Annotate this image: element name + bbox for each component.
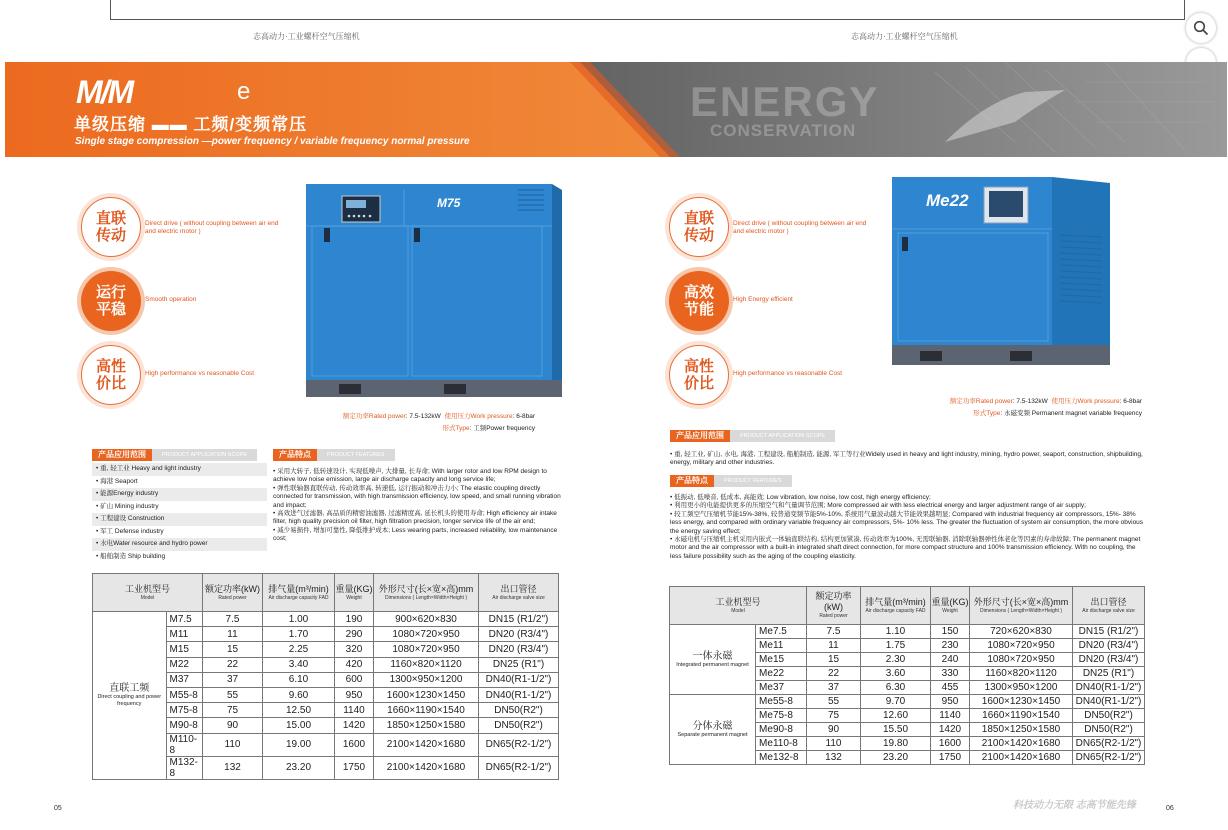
feature-paragraphs-left bbox=[273, 468, 563, 544]
cell-fad: 12.50 bbox=[263, 703, 335, 718]
cell-power: 37 bbox=[807, 681, 861, 695]
col-header-power: 额定功率(kW) Rated power bbox=[203, 574, 263, 612]
scope-heading-right bbox=[670, 430, 835, 442]
feature-badge-label: 直联 传动 bbox=[95, 210, 126, 244]
cell-dimensions: 1850×1250×1580 bbox=[374, 718, 479, 733]
caption-label: 使用压力Work pressure bbox=[1051, 398, 1120, 405]
caption-value: : 6-8bar bbox=[1119, 398, 1142, 405]
feature-paragraph: • 较工频空气压缩机节能15%-38%, 较普通变频节能5%-10%, 系统用气量波动越大节能效果越明显; Compared with industrial frequency air compressors, 15%- 38% less energy, and compared with ordinary variable frequency air compressors, 5%- 10% less. The greater the fluctuation of system air consumption, the more obvious the energy saving effect; bbox=[670, 510, 1144, 535]
col-header-fad: 排气量(m³/min) Air discharge capacity FAD bbox=[263, 574, 335, 612]
cell-outlet: DN15 (R1/2") bbox=[1073, 625, 1145, 639]
cell-outlet: DN25 (R1") bbox=[1073, 667, 1145, 681]
feature-badge-label: 运行 平稳 bbox=[95, 284, 126, 318]
feature-badge-label: 高性 价比 bbox=[95, 358, 126, 392]
cell-power: 132 bbox=[807, 751, 861, 765]
cell-weight: 190 bbox=[335, 612, 374, 627]
cell-weight: 320 bbox=[335, 642, 374, 657]
group-label: 分体永磁 Separate permanent magnet bbox=[670, 695, 756, 765]
feature-badge-smooth bbox=[81, 271, 141, 331]
cell-power: 75 bbox=[807, 709, 861, 723]
col-header-outlet: 出口管径 Air discharge valve size bbox=[1073, 587, 1145, 625]
col-header-dimensions: 外形尺寸(长×宽×高)mm Dimensions ( Length×Width×Height ) bbox=[374, 574, 479, 612]
page-number-right: 06 bbox=[1166, 805, 1174, 812]
cell-outlet: DN15 (R1/2") bbox=[479, 612, 559, 627]
cell-model: M37 bbox=[166, 672, 202, 687]
cell-outlet: DN40(R1-1/2") bbox=[1073, 681, 1145, 695]
cell-weight: 1750 bbox=[931, 751, 970, 765]
cell-fad: 1.75 bbox=[861, 639, 931, 653]
caption-value: : 7.5-132kW bbox=[1012, 398, 1048, 405]
cell-model: Me7.5 bbox=[756, 625, 807, 639]
feature-paragraph: • 高效进气过滤器, 高品质的精密油滤器, 过滤精度高, 延长机头的使用寿命; High efficiency air intake filter, high quality precision oil filter, high filtration precision, longer service life of the air end; bbox=[273, 510, 557, 526]
cell-model: Me22 bbox=[756, 667, 807, 681]
cell-outlet: DN65(R2-1/2") bbox=[479, 733, 559, 756]
heading-cn: 产品特点 bbox=[273, 449, 317, 461]
feature-text: High performance vs reasonable Cost bbox=[145, 370, 255, 377]
cell-weight: 600 bbox=[335, 672, 374, 687]
col-header-fad: 排气量(m³/min) Air discharge capacity FAD bbox=[861, 587, 931, 625]
machine-model-label: M75 bbox=[437, 196, 461, 210]
list-item: • 水电Water resource and hydro power bbox=[92, 538, 267, 551]
cell-power: 15 bbox=[807, 653, 861, 667]
list-item: • 矿山 Mining industry bbox=[92, 501, 267, 514]
heading-en: PRODUCT APPLICATION SCOPE bbox=[152, 449, 257, 461]
watermark-energy: ENERGY bbox=[690, 78, 880, 125]
scope-paragraph-right: • 重, 轻工业, 矿山, 水电, 海港, 工程建设, 船舶制造, 能源, 军工等行业Widely used in heavy and light industry, mining, hydro power, seaport, construction, shipbuilding, energy, military and other industries. bbox=[670, 451, 1143, 467]
cell-dimensions: 1080×720×950 bbox=[970, 653, 1073, 667]
cell-model: M90-8 bbox=[166, 718, 202, 733]
cell-fad: 6.30 bbox=[861, 681, 931, 695]
col-header-dimensions: 外形尺寸(长×宽×高)mm Dimensions ( Length×Width×Height ) bbox=[970, 587, 1073, 625]
table-row bbox=[670, 695, 1145, 709]
col-header-outlet: 出口管径 Air discharge valve size bbox=[479, 574, 559, 612]
banner-title-cn: 单级压缩 ▬▬ 工频/变频常压 bbox=[74, 115, 308, 134]
list-item: • 军工 Defense industry bbox=[92, 526, 267, 539]
logo-mark: M/M bbox=[76, 74, 133, 110]
spec-table-left bbox=[92, 573, 559, 780]
cell-dimensions: 1160×820×1120 bbox=[970, 667, 1073, 681]
cell-outlet: DN65(R2-1/2") bbox=[1073, 737, 1145, 751]
cell-power: 22 bbox=[203, 657, 263, 672]
cell-fad: 15.00 bbox=[263, 718, 335, 733]
cell-dimensions: 1600×1230×1450 bbox=[374, 687, 479, 702]
heading-cn: 产品应用范围 bbox=[670, 430, 730, 442]
table-row bbox=[670, 625, 1145, 639]
spec-caption-right bbox=[885, 396, 1142, 420]
cell-model: M11 bbox=[166, 627, 202, 642]
col-header-power: 额定功率(kW) Rated power bbox=[807, 587, 861, 625]
cell-dimensions: 900×620×830 bbox=[374, 612, 479, 627]
cell-fad: 2.25 bbox=[263, 642, 335, 657]
feature-text: Smooth operation bbox=[145, 296, 197, 303]
caption-value: : 7.5-132kW bbox=[405, 413, 441, 420]
cell-dimensions: 2100×1420×1680 bbox=[374, 756, 479, 779]
caption-value: : 6-8bar bbox=[512, 413, 535, 420]
cell-fad: 3.40 bbox=[263, 657, 335, 672]
cell-outlet: DN65(R2-1/2") bbox=[1073, 751, 1145, 765]
feature-paragraphs-right bbox=[670, 494, 1145, 561]
feature-badge-direct-drive bbox=[81, 197, 141, 257]
list-item: • 船舶制造 Ship building bbox=[92, 551, 267, 564]
feature-badge-value bbox=[81, 345, 141, 405]
cell-dimensions: 1080×720×950 bbox=[970, 639, 1073, 653]
cell-weight: 150 bbox=[931, 625, 970, 639]
cell-weight: 1600 bbox=[931, 737, 970, 751]
heading-en: PRODUCT FEATURES bbox=[317, 449, 395, 461]
cell-fad: 19.00 bbox=[263, 733, 335, 756]
cell-power: 110 bbox=[203, 733, 263, 756]
group-label: 一体永磁 Integrated permanent magnet bbox=[670, 625, 756, 695]
cell-power: 110 bbox=[807, 737, 861, 751]
page-number-left: 05 bbox=[54, 805, 62, 812]
top-frame bbox=[110, 0, 1185, 20]
heading-cn: 产品特点 bbox=[670, 475, 714, 487]
features-heading-left bbox=[273, 449, 395, 461]
cell-weight: 950 bbox=[931, 695, 970, 709]
col-header-weight: 重量(KG) Weight bbox=[335, 574, 374, 612]
cell-fad: 1.00 bbox=[263, 612, 335, 627]
cell-fad: 23.20 bbox=[263, 756, 335, 779]
feature-badge-label: 直联 传动 bbox=[683, 210, 714, 244]
cell-power: 132 bbox=[203, 756, 263, 779]
feature-paragraph: • 采用大转子, 低转速设计, 实现低噪声, 大排量, 长寿命; With larger rotor and low RPM design to achieve low noise emission, large air discharge capacity and long service life; bbox=[273, 468, 547, 484]
feature-text: High Energy efficient bbox=[733, 296, 793, 303]
cell-weight: 1600 bbox=[335, 733, 374, 756]
cell-weight: 950 bbox=[335, 687, 374, 702]
cell-outlet: DN20 (R3/4") bbox=[1073, 653, 1145, 667]
cell-dimensions: 1160×820×1120 bbox=[374, 657, 479, 672]
cell-power: 90 bbox=[203, 718, 263, 733]
list-item: • 海港 Seaport bbox=[92, 476, 267, 489]
cell-outlet: DN65(R2-1/2") bbox=[479, 756, 559, 779]
cell-power: 37 bbox=[203, 672, 263, 687]
cell-dimensions: 1660×1190×1540 bbox=[970, 709, 1073, 723]
cell-power: 22 bbox=[807, 667, 861, 681]
cell-outlet: DN50(R2") bbox=[479, 703, 559, 718]
machine-image-me22 bbox=[890, 175, 1115, 368]
cell-fad: 1.10 bbox=[861, 625, 931, 639]
features-heading-right bbox=[670, 475, 792, 487]
cell-model: Me37 bbox=[756, 681, 807, 695]
caption-label: 形式Type bbox=[973, 410, 1001, 417]
cell-dimensions: 720×620×830 bbox=[970, 625, 1073, 639]
feature-badge-energy bbox=[669, 271, 729, 331]
list-item: • 工程建设 Construction bbox=[92, 513, 267, 526]
cell-dimensions: 1600×1230×1450 bbox=[970, 695, 1073, 709]
heading-en: PRODUCT FEATURES bbox=[714, 475, 792, 487]
cell-outlet: DN25 (R1") bbox=[479, 657, 559, 672]
cell-dimensions: 2100×1420×1680 bbox=[970, 737, 1073, 751]
cell-weight: 1420 bbox=[335, 718, 374, 733]
caption-label: 额定功率Rated power bbox=[342, 413, 406, 420]
scope-heading-left bbox=[92, 449, 257, 461]
search-button[interactable] bbox=[1186, 13, 1216, 43]
cell-outlet: DN50(R2") bbox=[479, 718, 559, 733]
feature-paragraph: • 弹性联轴器直联传动, 传动效率高, 转速低, 运行振动和冲击力小; The elastic coupling directly connected for transmission, with high transmission efficiency, low speed, and small running vibration and impact; bbox=[273, 484, 561, 509]
cell-weight: 330 bbox=[931, 667, 970, 681]
spec-table-right bbox=[669, 586, 1145, 765]
cell-model: Me55-8 bbox=[756, 695, 807, 709]
cell-power: 55 bbox=[203, 687, 263, 702]
cell-power: 90 bbox=[807, 723, 861, 737]
scope-list bbox=[92, 463, 267, 563]
compressor-illustration bbox=[890, 175, 1115, 368]
running-header-right: 志高动力·工业螺杆空气压缩机 bbox=[851, 32, 958, 41]
cell-dimensions: 1080×720×950 bbox=[374, 627, 479, 642]
watermark-conservation: CONSERVATION bbox=[710, 121, 857, 140]
cell-model: Me132-8 bbox=[756, 751, 807, 765]
cell-fad: 9.60 bbox=[263, 687, 335, 702]
cell-outlet: DN50(R2") bbox=[1073, 709, 1145, 723]
machine-model-label: Me22 bbox=[926, 191, 969, 210]
feature-paragraph: • 低振动, 低噪音, 低成本, 高能效; Low vibration, low noise, low cost, high energy efficiency; bbox=[670, 494, 931, 501]
cell-model: M110-8 bbox=[166, 733, 202, 756]
search-icon bbox=[1193, 20, 1209, 36]
feature-badge-value bbox=[669, 345, 729, 405]
cell-dimensions: 1660×1190×1540 bbox=[374, 703, 479, 718]
col-header-model: 工业机型号 Model bbox=[670, 587, 807, 625]
cell-fad: 2.30 bbox=[861, 653, 931, 667]
cell-fad: 3.60 bbox=[861, 667, 931, 681]
cell-fad: 1.70 bbox=[263, 627, 335, 642]
cell-dimensions: 2100×1420×1680 bbox=[374, 733, 479, 756]
feature-paragraph: • 利用更小的电能提供更多的压缩空气和气量调节范围; More compressed air with less electrical energy and larger adjustment range of air supply; bbox=[670, 502, 1086, 510]
cell-outlet: DN20 (R3/4") bbox=[479, 642, 559, 657]
cell-dimensions: 1300×950×1200 bbox=[374, 672, 479, 687]
compressor-illustration bbox=[304, 182, 566, 399]
cell-weight: 1420 bbox=[931, 723, 970, 737]
logo-suffix: e bbox=[237, 78, 251, 105]
cell-dimensions: 1850×1250×1580 bbox=[970, 723, 1073, 737]
cell-fad: 23.20 bbox=[861, 751, 931, 765]
feature-badge-label: 高效 节能 bbox=[683, 284, 714, 318]
cell-outlet: DN20 (R3/4") bbox=[479, 627, 559, 642]
col-header-weight: 重量(KG) Weight bbox=[931, 587, 970, 625]
cell-weight: 420 bbox=[335, 657, 374, 672]
cell-model: M132-8 bbox=[166, 756, 202, 779]
feature-paragraph: • 永磁电机与压缩机主机采用内嵌式一体轴直联结构, 结构更加紧凑, 传动效率为100%, 无需联轴器, 消除联轴器弹性体老化等因素的寿命故障; The permanent magnet motor and the air compressor with a built-in integrated shaft direct connection, for more compact structure and 100% transmission efficiency. With no coupling, the less failure possibility such as the aging of the coupling elasticity. bbox=[670, 536, 1141, 560]
cell-dimensions: 1300×950×1200 bbox=[970, 681, 1073, 695]
cell-weight: 1140 bbox=[931, 709, 970, 723]
cell-fad: 6.10 bbox=[263, 672, 335, 687]
feature-badge-label: 高性 价比 bbox=[683, 358, 714, 392]
cell-model: M55-8 bbox=[166, 687, 202, 702]
cell-model: M15 bbox=[166, 642, 202, 657]
cell-weight: 290 bbox=[335, 627, 374, 642]
cell-power: 15 bbox=[203, 642, 263, 657]
running-header-left: 志高动力·工业螺杆空气压缩机 bbox=[253, 32, 360, 41]
cell-dimensions: 2100×1420×1680 bbox=[970, 751, 1073, 765]
slogan: 科技动力无限 志高节能先锋 bbox=[1013, 800, 1136, 811]
feature-text: Direct drive ( without coupling between air end and electric motor ) bbox=[145, 220, 279, 235]
cell-outlet: DN20 (R3/4") bbox=[1073, 639, 1145, 653]
cell-dimensions: 1080×720×950 bbox=[374, 642, 479, 657]
cell-model: Me11 bbox=[756, 639, 807, 653]
cell-model: M75-8 bbox=[166, 703, 202, 718]
cell-power: 11 bbox=[203, 627, 263, 642]
caption-value: : 永磁变频 Permanent magnet variable frequency bbox=[1000, 410, 1142, 417]
group-label: 直联工频 Direct coupling and power frequency bbox=[93, 612, 167, 780]
caption-label: 使用压力Work pressure bbox=[444, 413, 513, 420]
cell-outlet: DN50(R2") bbox=[1073, 723, 1145, 737]
cell-power: 11 bbox=[807, 639, 861, 653]
caption-label: 形式Type bbox=[442, 425, 470, 432]
cell-fad: 9.70 bbox=[861, 695, 931, 709]
table-row bbox=[93, 612, 559, 627]
cell-model: Me90-8 bbox=[756, 723, 807, 737]
machine-image-m75 bbox=[304, 182, 566, 399]
cell-power: 7.5 bbox=[203, 612, 263, 627]
cell-fad: 15.50 bbox=[861, 723, 931, 737]
heading-en: PRODUCT APPLICATION SCOPE bbox=[730, 430, 835, 442]
cell-model: M22 bbox=[166, 657, 202, 672]
cell-model: Me110-8 bbox=[756, 737, 807, 751]
cell-model: M7.5 bbox=[166, 612, 202, 627]
caption-value: : 工频Power frequency bbox=[469, 425, 535, 432]
cell-fad: 12.60 bbox=[861, 709, 931, 723]
feature-badge-direct-drive bbox=[669, 197, 729, 257]
cell-weight: 1750 bbox=[335, 756, 374, 779]
cell-weight: 230 bbox=[931, 639, 970, 653]
cell-power: 7.5 bbox=[807, 625, 861, 639]
feature-text: High performance vs reasonable Cost bbox=[733, 370, 843, 377]
cell-weight: 240 bbox=[931, 653, 970, 667]
cell-power: 55 bbox=[807, 695, 861, 709]
banner-title-en: Single stage compression —power frequency / variable frequency normal pressure bbox=[75, 136, 470, 147]
feature-paragraph: • 减少易损件, 增加可靠性, 降低维护成本; Less wearing parts, increased reliability, low maintenance cost; bbox=[273, 526, 558, 543]
list-item: • 重, 轻工业 Heavy and light industry bbox=[92, 463, 267, 476]
list-item: • 能源Energy industry bbox=[92, 488, 267, 501]
cell-outlet: DN40(R1-1/2") bbox=[1073, 695, 1145, 709]
cell-outlet: DN40(R1-1/2") bbox=[479, 672, 559, 687]
cell-model: Me75-8 bbox=[756, 709, 807, 723]
heading-cn: 产品应用范围 bbox=[92, 449, 152, 461]
cell-weight: 455 bbox=[931, 681, 970, 695]
cell-weight: 1140 bbox=[335, 703, 374, 718]
col-header-model: 工业机型号 Model bbox=[93, 574, 203, 612]
cell-power: 75 bbox=[203, 703, 263, 718]
cell-outlet: DN40(R1-1/2") bbox=[479, 687, 559, 702]
spec-caption-left bbox=[300, 411, 535, 435]
cell-model: Me15 bbox=[756, 653, 807, 667]
feature-text: Direct drive ( without coupling between air end and electric motor ) bbox=[733, 220, 867, 235]
caption-label: 额定功率Rated power bbox=[949, 398, 1013, 405]
cell-fad: 19.80 bbox=[861, 737, 931, 751]
